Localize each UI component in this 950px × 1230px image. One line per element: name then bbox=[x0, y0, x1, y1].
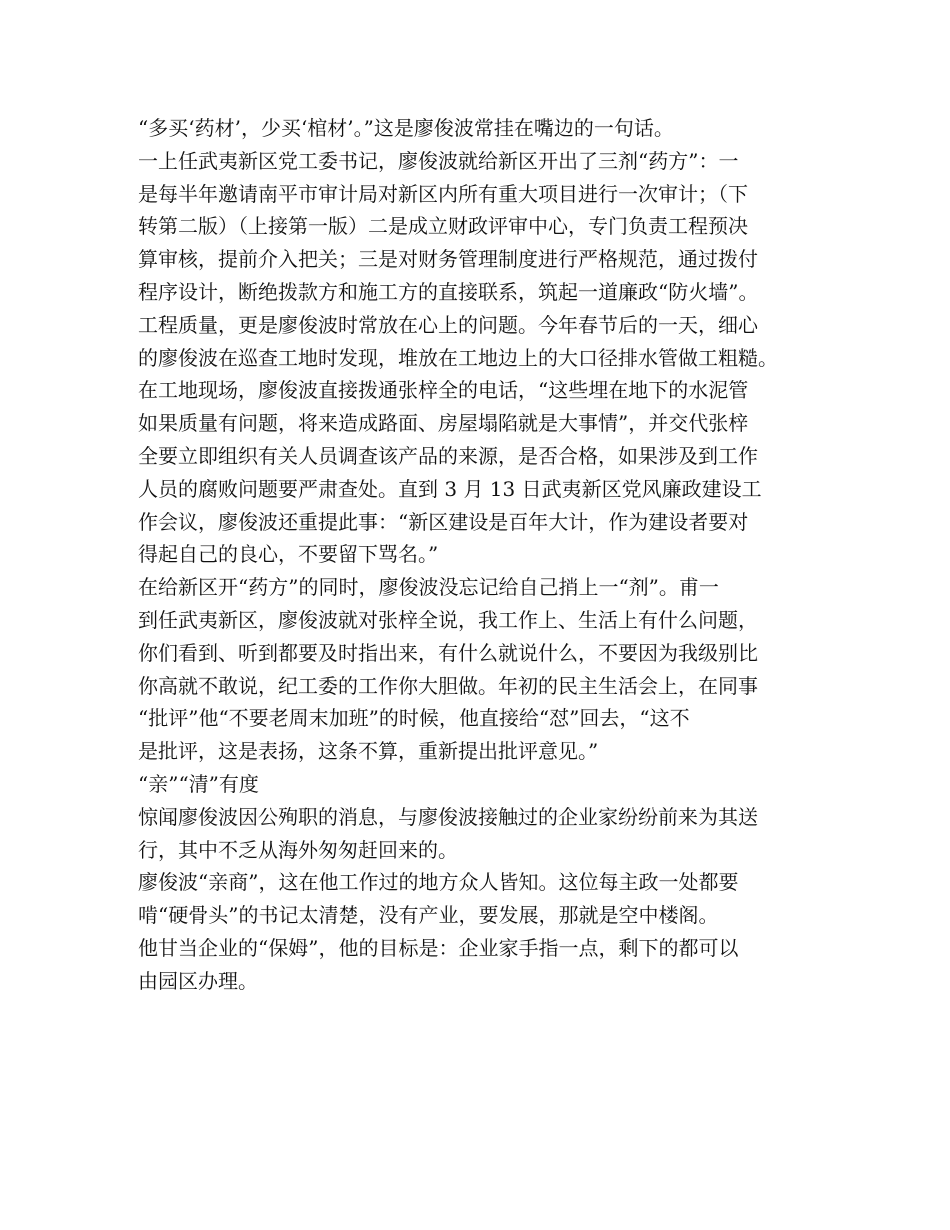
text-line: 作会议，廖俊波还重提此事：“新区建设是百年大计，作为建设者要对 bbox=[138, 509, 749, 534]
article-text bbox=[138, 112, 838, 998]
text-line: 惊闻廖俊波因公殉职的消息，与廖俊波接触过的企业家纷纷前来为其送 bbox=[138, 804, 758, 829]
text-line: 全要立即组织有关人员调查该产品的来源，是否合格，如果涉及到工作 bbox=[138, 443, 758, 468]
text-line: 啃“硬骨头”的书记太清楚，没有产业，要发展，那就是空中楼阁。 bbox=[138, 903, 719, 928]
text-line: 的廖俊波在巡查工地时发现，堆放在工地边上的大口径排水管做工粗糙。 bbox=[138, 345, 778, 370]
text-line: 你们看到、听到都要及时指出来，有什么就说什么，不要因为我级别比 bbox=[138, 640, 758, 665]
text-line: 一上任武夷新区党工委书记，廖俊波就给新区开出了三剂“药方”：一 bbox=[138, 148, 739, 173]
text-line: 算审核，提前介入把关；三是对财务管理制度进行严格规范，通过拨付 bbox=[138, 247, 758, 272]
text-line: 工程质量，更是廖俊波时常放在心上的问题。今年春节后的一天，细心 bbox=[138, 312, 758, 337]
text-line: 得起自己的良心，不要留下骂名。” bbox=[138, 542, 439, 567]
text-line: 人员的腐败问题要严肃查处。直到 3 月 13 日武夷新区党风廉政建设工 bbox=[138, 476, 762, 501]
text-line: “批评”他“不要老周末加班”的时候，他直接给“怼”回去，“这不 bbox=[138, 706, 690, 731]
text-line: 转第二版）（上接第一版）二是成立财政评审中心，专门负责工程预决 bbox=[138, 214, 748, 239]
text-line: 是每半年邀请南平市审计局对新区内所有重大项目进行一次审计；（下 bbox=[138, 181, 748, 206]
text-line: 程序设计，断绝拨款方和施工方的直接联系，筑起一道廉政“防火墙”。 bbox=[138, 279, 759, 304]
text-line: 他甘当企业的“保姆”，他的目标是：企业家手指一点，剩下的都可以 bbox=[138, 935, 739, 960]
text-line: 是批评，这是表扬，这条不算，重新提出批评意见。” bbox=[138, 739, 599, 764]
text-line: 如果质量有问题，将来造成路面、房屋塌陷就是大事情”，并交代张梓 bbox=[138, 411, 749, 436]
text-line: 在给新区开“药方”的同时，廖俊波没忘记给自己捎上一“剂”。甫一 bbox=[138, 575, 719, 600]
text-line: “多买‘药材’，少买‘棺材’。”这是廖俊波常挂在嘴边的一句话。 bbox=[138, 116, 674, 140]
text-line: 到任武夷新区，廖俊波就对张梓全说，我工作上、生活上有什么问题， bbox=[138, 607, 758, 632]
text-line: 行，其中不乏从海外匆匆赶回来的。 bbox=[138, 837, 458, 862]
section-heading: “亲”“清”有度 bbox=[138, 771, 259, 796]
text-line: 在工地现场，廖俊波直接拨通张梓全的电话，“这些埋在地下的水泥管 bbox=[138, 378, 749, 403]
text-line: 廖俊波“亲商”，这在他工作过的地方众人皆知。这位每主政一处都要 bbox=[138, 870, 739, 895]
text-line: 由园区办理。 bbox=[138, 968, 258, 993]
text-line: 你高就不敢说，纪工委的工作你大胆做。年初的民主生活会上，在同事 bbox=[138, 673, 758, 698]
